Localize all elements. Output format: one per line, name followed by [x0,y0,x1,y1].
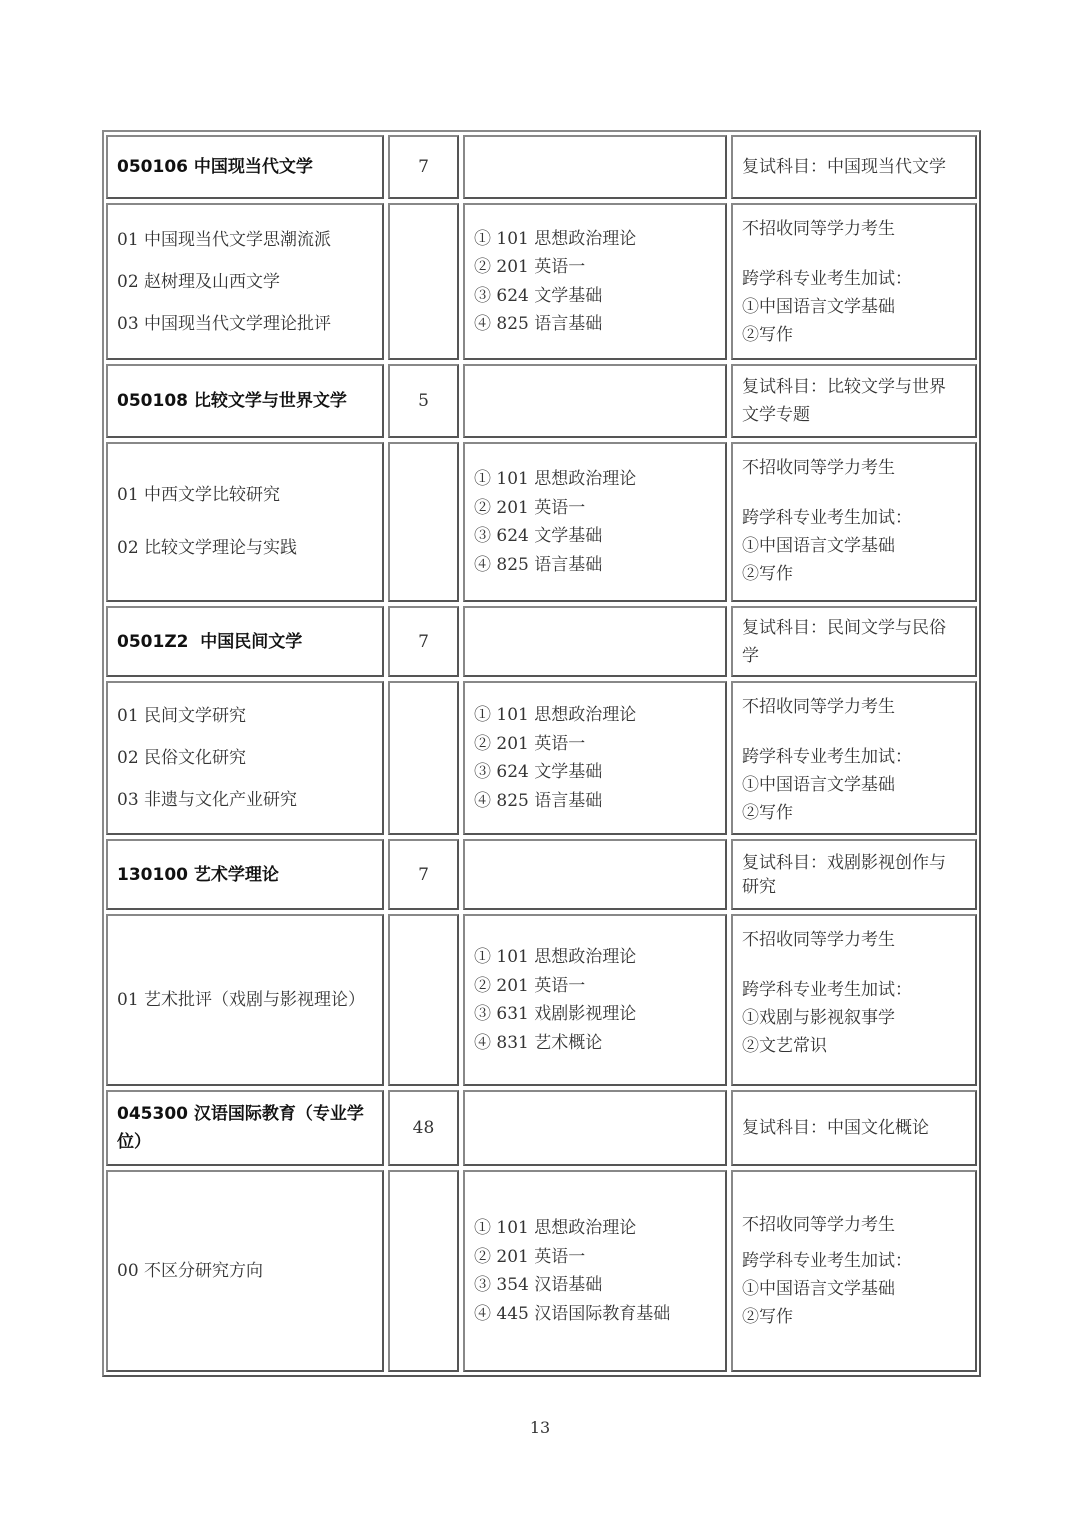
note-cell [731,606,977,677]
quota-cell [388,1170,459,1372]
note-line: 跨学科专业考生加试： [742,1251,912,1271]
table-row-detail [106,681,977,835]
retest-subject: 文学专题 [742,405,810,425]
exam-subject: ④ 831 艺术概论 [474,1032,603,1053]
major-name-cell [106,839,384,910]
spacer [742,243,966,265]
exam-cell [463,606,727,677]
exam-subject: ① 101 思想政治理论 [474,469,637,489]
direction-cell [106,203,384,360]
exam-cell [463,203,727,360]
quota-cell [388,914,459,1086]
exam-cell [463,839,727,910]
note-line: ②写作 [742,803,793,823]
note-line: 跨学科专业考生加试： [742,980,912,1000]
exam-subject: ② 201 英语一 [474,1246,586,1267]
retest-subject: 复试科目：中国文化概论 [742,1118,929,1138]
note-head: 不招收同等学力考生 [742,930,895,950]
note-cell [731,364,977,438]
direction-cell [106,914,384,1086]
note-line: ②写作 [742,1307,793,1327]
note-line: ①中国语言文学基础 [742,297,895,317]
page-number: 13 [529,1418,551,1437]
retest-subject: 复试科目：中国现当代文学 [742,157,946,177]
retest-subject: 研究 [742,876,776,897]
quota: 7 [418,157,429,177]
table-row-detail [106,203,977,360]
exam-subject: ③ 354 汉语基础 [474,1275,603,1295]
note-line: ①中国语言文学基础 [742,1279,895,1299]
table-row-major [106,364,977,438]
admissions-table [102,131,981,1376]
note-cell [731,442,977,602]
exam-subject: ② 201 英语一 [474,733,586,754]
exam-cell [463,1170,727,1372]
note-head: 不招收同等学力考生 [742,1215,895,1235]
quota: 7 [418,631,429,652]
exam-subject: ④ 825 语言基础 [474,790,603,811]
note-head: 不招收同等学力考生 [742,458,895,478]
note-cell [731,203,977,360]
quota: 48 [412,1118,435,1138]
quota-cell [388,681,459,835]
exam-subject: ① 101 思想政治理论 [474,228,637,249]
exam-subject: ① 101 思想政治理论 [474,947,637,967]
exam-subject: ② 201 英语一 [474,497,586,518]
major-name-cell [106,606,384,677]
major-name: 130100 艺术学理论 [117,864,279,885]
table-row-major [106,1090,977,1166]
exam-subject: ② 201 英语一 [474,975,586,996]
direction-cell [106,681,384,835]
note-head: 不招收同等学力考生 [742,697,895,717]
exam-subject: ③ 624 文学基础 [474,762,603,782]
table-row-major [106,839,977,910]
exam-cell [463,442,727,602]
research-direction: 01 民间文学研究 [117,706,247,726]
note-line: ①中国语言文学基础 [742,775,895,795]
note-head: 不招收同等学力考生 [742,219,895,239]
exam-subject: ① 101 思想政治理论 [474,705,637,725]
table-row-major [106,606,977,677]
research-direction: 02 民俗文化研究 [117,748,247,768]
table-row-detail [106,914,977,1086]
exam-subject: ③ 631 戏剧影视理论 [474,1004,637,1024]
major-name: 050108 比较文学与世界文学 [117,391,347,411]
quota-cell [388,442,459,602]
spacer [742,482,966,504]
direction-cell [106,1170,384,1372]
admissions-table-frame [102,130,981,1377]
exam-subject: ② 201 英语一 [474,257,586,277]
exam-cell [463,1090,727,1166]
exam-subject: ③ 624 文学基础 [474,526,603,546]
note-cell [731,681,977,835]
direction-cell [106,442,384,602]
quota: 5 [418,391,429,411]
retest-subject: 复试科目：民间文学与民俗 [742,617,946,638]
quota-cell [388,1090,459,1166]
research-direction: 01 艺术批评（戏剧与影视理论） [117,990,366,1010]
retest-subject: 学 [742,645,759,666]
quota: 7 [418,864,429,885]
major-name-cell [106,364,384,438]
research-direction: 03 非遗与文化产业研究 [117,790,298,810]
quota-cell [388,203,459,360]
quota-cell [388,606,459,677]
spacer [742,721,966,743]
table-row-major [106,135,977,199]
exam-cell [463,364,727,438]
spacer [742,954,966,976]
note-line: ②写作 [742,564,793,584]
note-line: ①中国语言文学基础 [742,536,895,556]
note-cell [731,1090,977,1166]
note-cell [731,914,977,1086]
research-direction: 01 中西文学比较研究 [117,485,281,505]
quota-cell [388,135,459,199]
note-cell [731,135,977,199]
note-line: ①戏剧与影视叙事学 [742,1008,895,1028]
exam-cell [463,681,727,835]
research-direction: 01 中国现当代文学思潮流派 [117,229,332,250]
retest-subject: 复试科目：比较文学与世界 [742,377,946,397]
research-direction: 03 中国现当代文学理论批评 [117,313,332,334]
table-row-detail [106,442,977,602]
exam-cell [463,914,727,1086]
quota-cell [388,364,459,438]
spacer [742,1239,966,1247]
table-row-detail [106,1170,977,1372]
exam-subject: ④ 825 语言基础 [474,554,603,575]
exam-cell [463,135,727,199]
major-name: 045300 汉语国际教育（专业学位） [117,1104,364,1152]
exam-subject: ④ 445 汉语国际教育基础 [474,1303,671,1324]
note-line: 跨学科专业考生加试： [742,508,912,528]
note-line: 跨学科专业考生加试： [742,269,912,289]
exam-subject: ③ 624 文学基础 [474,285,603,306]
research-direction: 02 赵树理及山西文学 [117,271,281,292]
major-name-cell [106,1090,384,1166]
note-cell [731,839,977,910]
research-direction: 00 不区分研究方向 [117,1261,264,1281]
major-name: 0501Z2 中国民间文学 [117,631,303,652]
retest-subject: 复试科目：戏剧影视创作与 [742,852,946,873]
exam-subject: ④ 825 语言基础 [474,314,603,334]
major-name-cell [106,135,384,199]
note-line: ②文艺常识 [742,1036,827,1056]
exam-subject: ① 101 思想政治理论 [474,1218,637,1238]
note-line: ②写作 [742,325,793,345]
note-cell [731,1170,977,1372]
major-name: 050106 中国现当代文学 [117,157,313,177]
note-line: 跨学科专业考生加试： [742,747,912,767]
research-direction: 02 比较文学理论与实践 [117,538,298,558]
quota-cell [388,839,459,910]
